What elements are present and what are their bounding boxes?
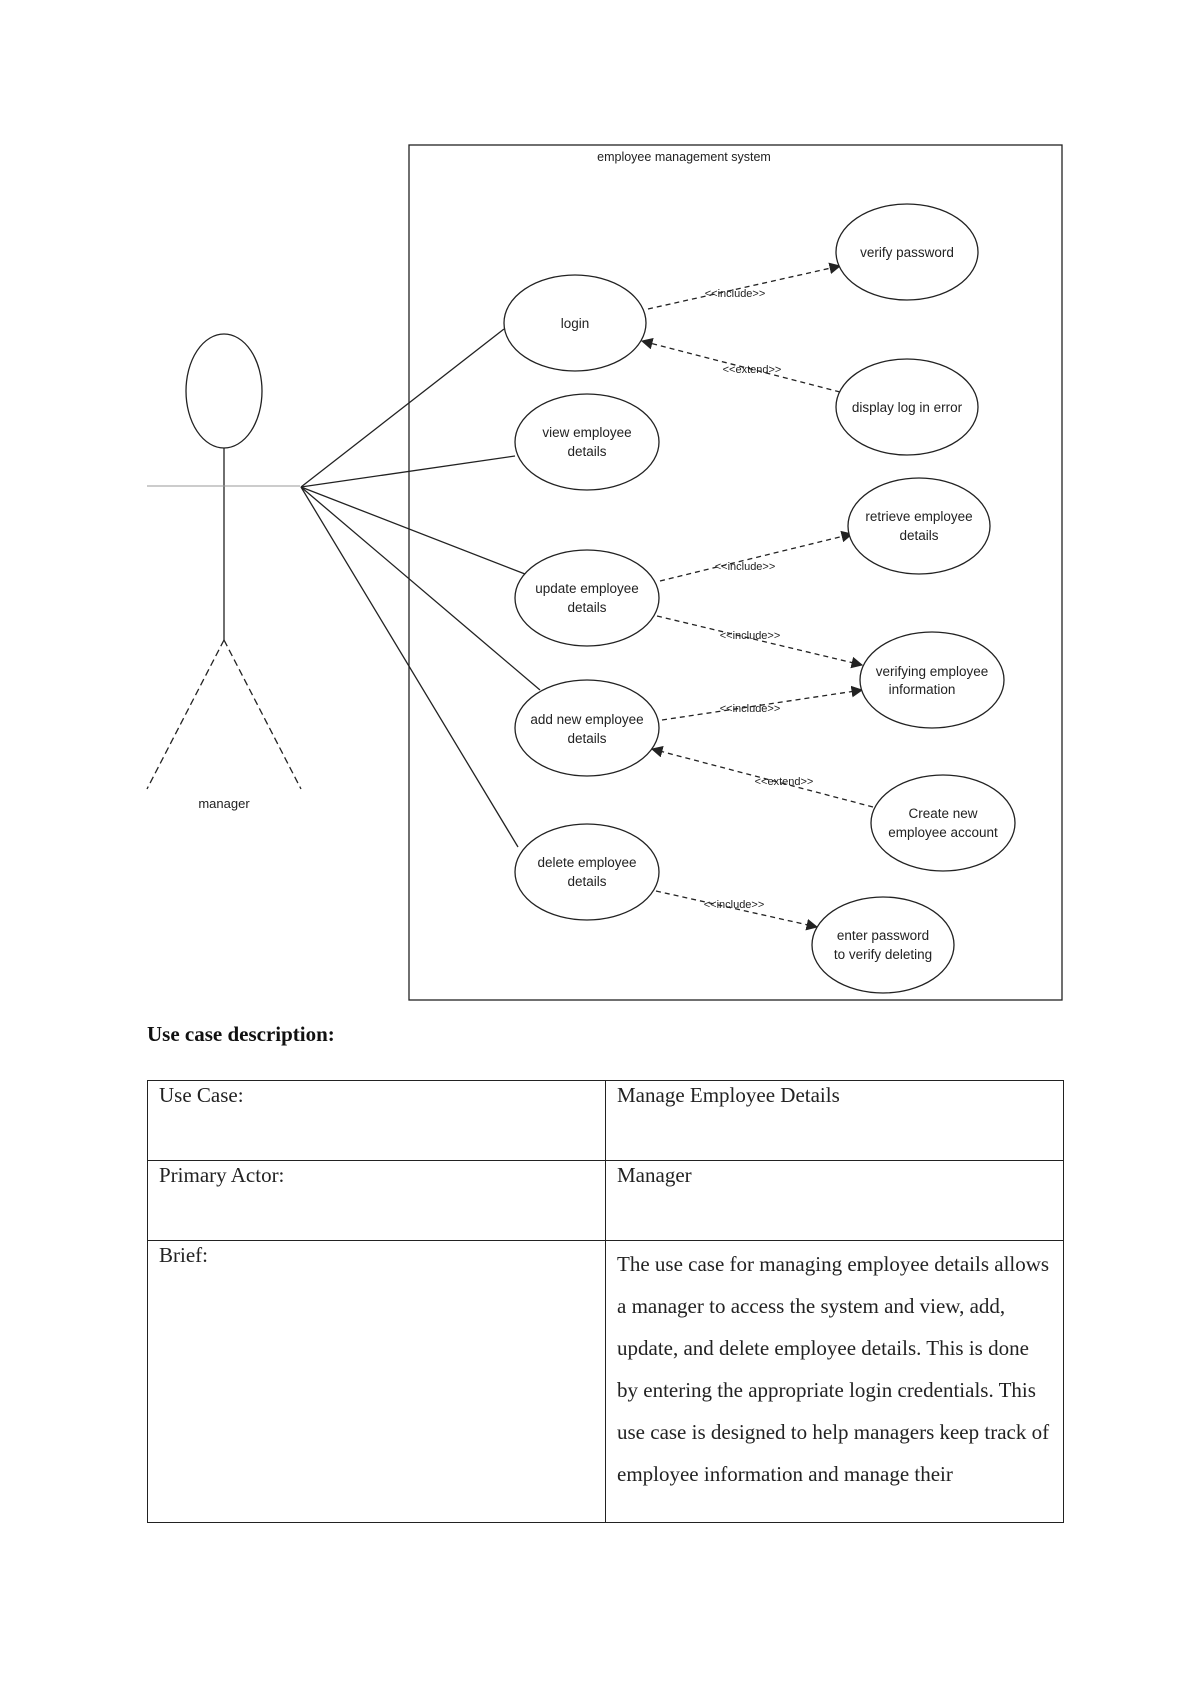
assoc-view xyxy=(301,456,515,487)
use-case-label: display log in error xyxy=(851,400,963,415)
relation-labels xyxy=(704,288,814,911)
use-case-display-log-in-error xyxy=(836,359,978,455)
row-value: Manage Employee Details xyxy=(606,1081,1064,1161)
use-case-label: view employee xyxy=(542,425,632,440)
assoc-update xyxy=(301,487,525,574)
use-case-ellipse xyxy=(871,775,1015,871)
system-title: employee management system xyxy=(597,150,771,164)
use-case-description-table xyxy=(147,1080,1064,1523)
use-case-label: details xyxy=(567,874,607,889)
use-case-label: details xyxy=(899,528,939,543)
use-case-view-employee-details xyxy=(515,394,659,490)
use-case-verify-password xyxy=(836,204,978,300)
assoc-login xyxy=(301,329,504,487)
use-case-ellipse xyxy=(515,824,659,920)
row-label: Primary Actor: xyxy=(148,1161,606,1241)
row-value: The use case for managing employee details allows a manager to access the system and view, add, update, and delete employee details. This is done by entering the appropriate login credentials. This use case is designed to help managers keep track of employee information and manage their xyxy=(606,1241,1064,1523)
use-case-label: employee account xyxy=(888,825,998,840)
use-case-ellipse xyxy=(515,680,659,776)
use-case-label: to verify deleting xyxy=(833,947,933,962)
use-case-label: verifying employee xyxy=(875,664,989,679)
use-case-create-new-employee-account xyxy=(871,775,1015,871)
table-row xyxy=(148,1241,1064,1523)
use-case-label: details xyxy=(567,731,607,746)
rel-label-delete-include: <<include>> xyxy=(703,899,765,911)
use-case-label: delete employee xyxy=(537,855,637,870)
use-case-update-employee-details xyxy=(515,550,659,646)
actor-manager xyxy=(147,334,301,811)
use-case-label: enter password xyxy=(836,928,930,943)
rel-label-login-extend: <<extend>> xyxy=(722,364,782,376)
use-case-ellipse xyxy=(515,550,659,646)
use-case-verifying-employee-information xyxy=(860,632,1004,728)
rel-label-update-retrieve: <<include>> xyxy=(714,561,776,573)
use-case-retrieve-employee-details xyxy=(848,478,990,574)
associations xyxy=(301,329,540,847)
row-label: Brief: xyxy=(148,1241,606,1523)
row-value: Manager xyxy=(606,1161,1064,1241)
use-case-label: details xyxy=(567,444,607,459)
rel-label-add-extend: <<extend>> xyxy=(754,776,814,788)
use-case-ellipse xyxy=(860,632,1004,728)
table-row xyxy=(148,1081,1064,1161)
rel-label-update-verify: <<include>> xyxy=(719,630,781,642)
use-case-label: Create new xyxy=(908,806,978,821)
use-case-label: details xyxy=(567,600,607,615)
rel-label-add-verify: <<include>> xyxy=(719,703,781,715)
use-case-ellipse xyxy=(812,897,954,993)
use-case-ellipse xyxy=(848,478,990,574)
use-case-login xyxy=(504,275,646,371)
actor-head xyxy=(186,334,262,448)
row-label: Use Case: xyxy=(148,1081,606,1161)
table-row xyxy=(148,1161,1064,1241)
use-case-add-new-employee-details xyxy=(515,680,659,776)
rel-label-login-include: <<include>> xyxy=(704,288,766,300)
use-case-delete-employee-details xyxy=(515,824,659,920)
assoc-add xyxy=(301,487,540,690)
use-case-label: verify password xyxy=(860,245,954,260)
use-case-description-heading: Use case description: xyxy=(147,1022,335,1046)
actor-label: manager xyxy=(198,796,250,811)
actor-right-leg xyxy=(224,640,301,789)
rel-update-retrieve xyxy=(660,534,852,581)
actor-left-leg xyxy=(147,640,224,789)
use-case-label: add new employee xyxy=(530,712,644,727)
use-case-enter-password-to-verify-deleting xyxy=(812,897,954,993)
use-case-label: login xyxy=(560,316,590,331)
use-case-ellipse xyxy=(515,394,659,490)
use-case-label: retrieve employee xyxy=(865,509,973,524)
use-case-label: update employee xyxy=(535,581,639,596)
use-case-label: information xyxy=(888,682,956,697)
